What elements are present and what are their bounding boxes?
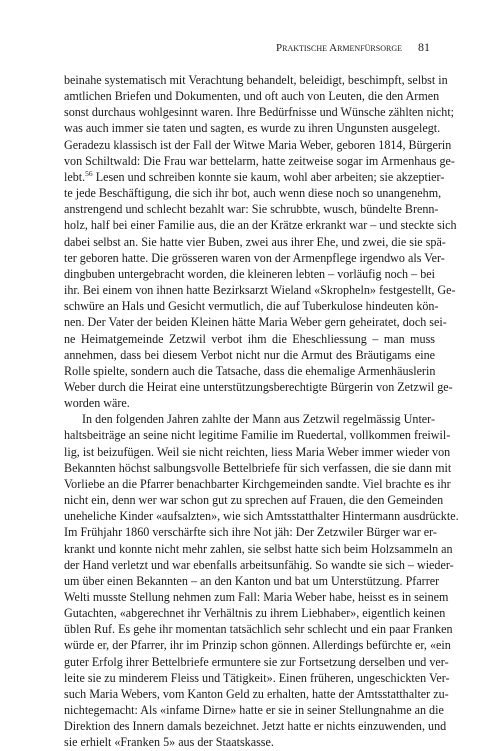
text-line: lig, ist beizufügen. Weil sie nicht reichten, liess Maria Weber immer wieder von: [64, 444, 451, 459]
text-line: nen. Der Vater der beiden Kleinen hätte Maria Weber gern geheiratet, doch sei-: [64, 315, 447, 330]
text-line: üblen Ruf. Es gehe ihr momentan tatsächlich sehr schlecht und ein paar Franken: [64, 622, 453, 637]
text-line: nichtegemacht: Als «infame Dirne» hatte er sie in seiner Stellungnahme an die: [64, 703, 444, 718]
footnote-line-rest: Lesen und schreiben konnte sie kaum, wohl aber arbeiten; sie akzeptier-: [92, 169, 445, 184]
text-line: ihr. Bei einem von ihnen hatte Bezirksarzt Wieland «Skropheln» festgestellt, Ge-: [64, 283, 456, 298]
text-line: ne Heimatgemeinde Zetzwil verbot ihm die Eheschliessung – man muss: [64, 331, 435, 346]
paragraph-2: [64, 411, 459, 750]
text-line: von Schiltwald: Die Frau war bettelarm, hatte zeitweise sogar im Armenhaus ge-: [64, 153, 455, 168]
text-line: Bekannten höchst salbungsvolle Bettelbriefe für sich verfassen, die sie dann mit: [64, 460, 452, 475]
text-line: Vorliebe an die Pfarrer benachbarter Kirchgemeinden sandte. Viel brachte es ihr: [64, 476, 451, 491]
text-line: Gutachten, «abgerechnet ihr Verhältnis zu ihrem Liebhaber», eigentlich keinen: [64, 606, 446, 621]
text-line: Weber durch die Heirat eine unterstützungsberechtigte Bürgerin von Zetzwil ge-: [64, 379, 453, 394]
text-line-with-footnote: [64, 168, 445, 185]
body-text: [64, 72, 459, 751]
text-line: dingbuben untergebracht worden, die kleineren lebten – vorläufig noch – bei: [64, 266, 435, 281]
text-line: leite sie zu minderem Fleiss und Tätigkeit». Einen früheren, ungeschickten Ver-: [64, 670, 450, 685]
text-line: Welti musste Stellung nehmen zum Fall: Maria Weber habe, heisst es in seinem: [64, 590, 449, 604]
text-line: schwüre an Hals und Gesicht vermutlich, die auf Tuberkulose hindeuten kön-: [64, 299, 439, 314]
text-line: Rolle spielte, sondern auch die Tatsache, dass die ehemalige Armenhäuslerin: [64, 363, 436, 378]
running-header-title: Praktische Armenfürsorge: [276, 42, 402, 54]
text-line: annehmen, dass bei diesem Verbot nicht nur die Armut des Bräutigams eine: [64, 347, 435, 362]
text-line: haltsbeiträge an seine nicht legitime Familie im Ruedertal, vollkommen freiwil-: [64, 428, 451, 443]
text-line: Im Frühjahr 1860 verschärfte sich ihre Not jäh: Der Zetzwiler Bürger war er-: [64, 525, 437, 540]
text-line: holz, half bei einer Familie aus, die an der Krätze erkrankt war – und steckte sich: [64, 218, 457, 233]
text-line: dabei selbst an. Sie hatte vier Buben, zwei aus ihrer Ehe, und zwei, die sie spä-: [64, 234, 446, 249]
paragraph-1: [64, 72, 457, 411]
footnote-marker: 56: [85, 168, 93, 178]
text-line: amtlichen Briefen und Dokumenten, und oft auch von Leuten, die den Armen: [64, 89, 440, 104]
text-line: nicht ein, denn wer war schon gut zu sprechen auf Frauen, die den Gemeinden: [64, 493, 444, 508]
text-line: sie erhielt «Franken 5» aus der Staatskasse.: [64, 735, 274, 750]
text-line: anstrengend und schlecht bezahlt war: Sie schrubbte, wusch, bündelte Brenn-: [64, 202, 439, 217]
text-line: ter geboren hatte. Die grösseren waren von der Armenpflege irgendwo als Ver-: [64, 250, 445, 265]
text-line: der Hand verletzt und war ebenfalls arbeitsunfähig. So wandte sie sich – wieder-: [64, 557, 454, 572]
text-line: guter Erfolg ihrer Bettelbriefe ermuntere sie zur Fortsetzung derselben und ver-: [64, 654, 449, 669]
footnote-line-start: lebt.: [64, 169, 86, 184]
text-line: um über einen Bekannten – an den Kanton und bat um Unterstützung. Pfarrer: [64, 573, 440, 588]
text-line: krankt und konnte nicht mehr zahlen, sie selbst hatte sich beim Holzsammeln an: [64, 541, 453, 556]
text-line: Geradezu klassisch ist der Fall der Witwe Maria Weber, geboren 1814, Bürgerin: [64, 137, 452, 152]
text-line: was auch immer sie taten und sagten, es wurde zu ihren Ungunsten ausgelegt.: [64, 121, 441, 136]
text-line: In den folgenden Jahren zahlte der Mann aus Zetzwil regelmässig Unter-: [82, 412, 435, 427]
page-number: 81: [418, 40, 430, 54]
text-line: such Maria Webers, vom Kanton Geld zu erhalten, hatte der Amtsstatthalter zu-: [64, 686, 449, 701]
text-line: worden wäre.: [64, 396, 130, 411]
text-line: Direktion des Innern damals bezeichnet. Jetzt hatte er nichts einzuwenden, und: [64, 719, 447, 734]
text-line: würde er, der Pfarrer, ihr im Prinzip schon gönnen. Allerdings befürchte er, «ein: [64, 638, 451, 653]
text-line: uneheliche Kinder «aufsalzten», wie sich Amtsstatthalter Hintermann ausdrückte.: [64, 509, 459, 524]
text-line: te jede Beschäftigung, die sich ihr bot, auch wenn diese noch so unangenehm,: [64, 186, 442, 201]
text-line: beinahe systematisch mit Verachtung behandelt, beleidigt, beschimpft, selbst in: [64, 73, 448, 87]
text-line: sonst durchaus wohlgesinnt waren. Ihre Bedürfnisse und Wünsche zählten nicht;: [64, 105, 455, 120]
running-header: [276, 40, 430, 55]
